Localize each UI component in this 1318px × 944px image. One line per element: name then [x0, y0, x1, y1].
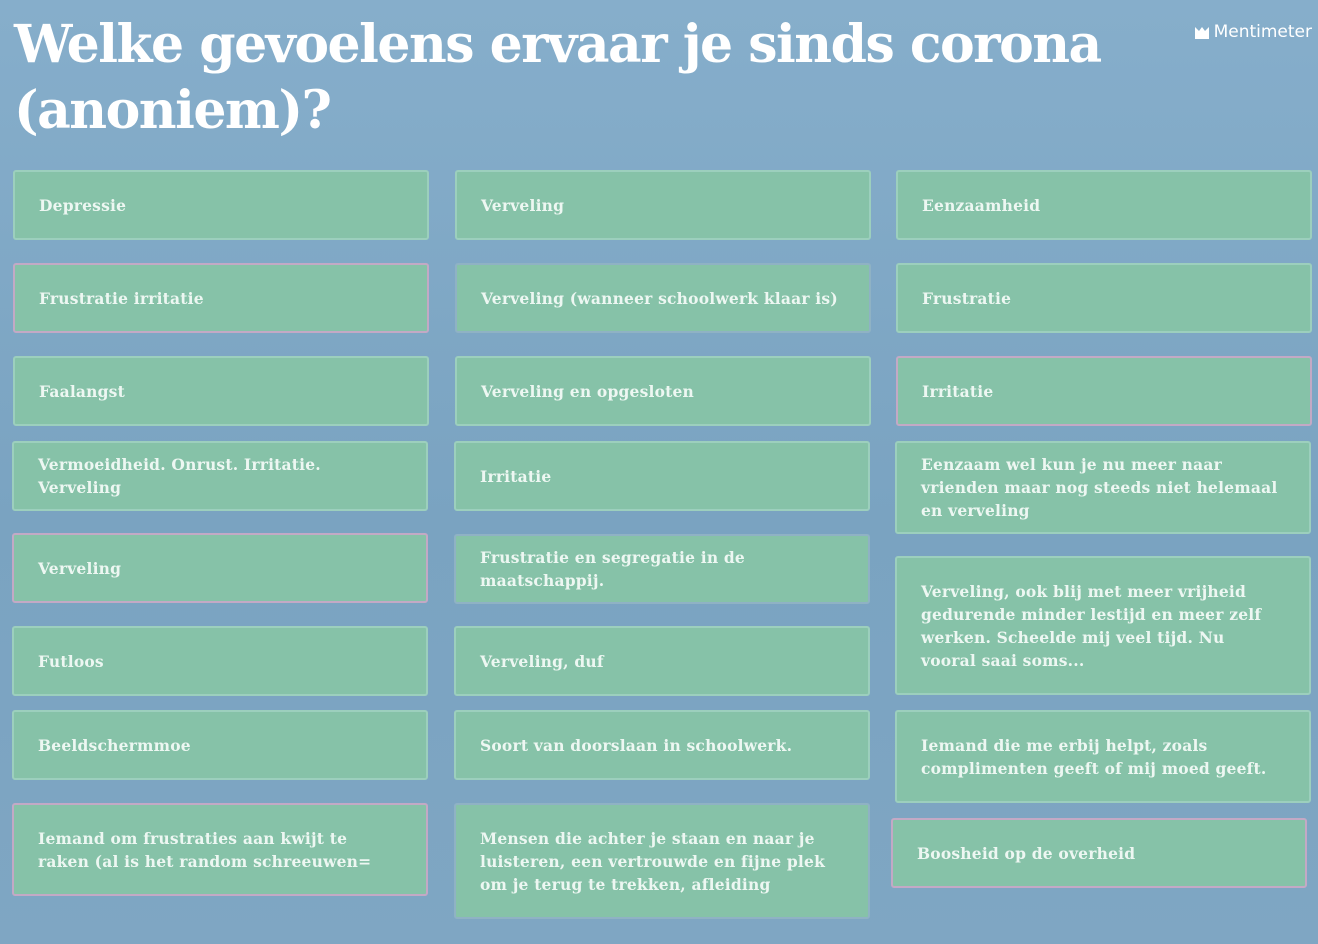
response-card: Irritatie — [454, 441, 870, 511]
response-card: Frustratie en segregatie in de maatschappij. — [454, 534, 870, 604]
response-card: Soort van doorslaan in schoolwerk. — [454, 710, 870, 780]
response-card: Depressie — [13, 170, 429, 240]
response-card: Frustratie — [896, 263, 1312, 333]
response-card: Vermoeidheid. Onrust. Irritatie. Verveling — [12, 441, 428, 511]
response-card: Mensen die achter je staan en naar je luisteren, een vertrouwde en fijne plek om je terug te trekken, afleiding — [454, 803, 870, 919]
response-card: Frustratie irritatie — [13, 263, 429, 333]
response-card: Iemand die me erbij helpt, zoals complimenten geeft of mij moed geeft. — [895, 710, 1311, 803]
response-card: Verveling, duf — [454, 626, 870, 696]
response-card: Boosheid op de overheid — [891, 818, 1307, 888]
mentimeter-brand — [1195, 22, 1312, 42]
brand-name: Mentimeter — [1213, 22, 1312, 42]
response-card: Futloos — [12, 626, 428, 696]
response-card: Verveling (wanneer schoolwerk klaar is) — [455, 263, 871, 333]
response-card: Eenzaamheid — [896, 170, 1312, 240]
response-card: Iemand om frustraties aan kwijt te raken (al is het random schreeuwen= — [12, 803, 428, 896]
response-card: Verveling, ook blij met meer vrijheid gedurende minder lestijd en meer zelf werken. Scheelde mij veel tijd. Nu vooral saai soms... — [895, 556, 1311, 695]
mentimeter-logo-icon — [1195, 26, 1209, 39]
response-card: Beeldschermmoe — [12, 710, 428, 780]
response-card: Irritatie — [896, 356, 1312, 426]
response-card: Verveling — [12, 533, 428, 603]
question-title: Welke gevoelens ervaar je sinds corona (anoniem)? — [14, 14, 1101, 141]
response-card: Verveling en opgesloten — [455, 356, 871, 426]
response-card: Eenzaam wel kun je nu meer naar vrienden maar nog steeds niet helemaal en verveling — [895, 441, 1311, 534]
response-card: Faalangst — [13, 356, 429, 426]
response-card: Verveling — [455, 170, 871, 240]
